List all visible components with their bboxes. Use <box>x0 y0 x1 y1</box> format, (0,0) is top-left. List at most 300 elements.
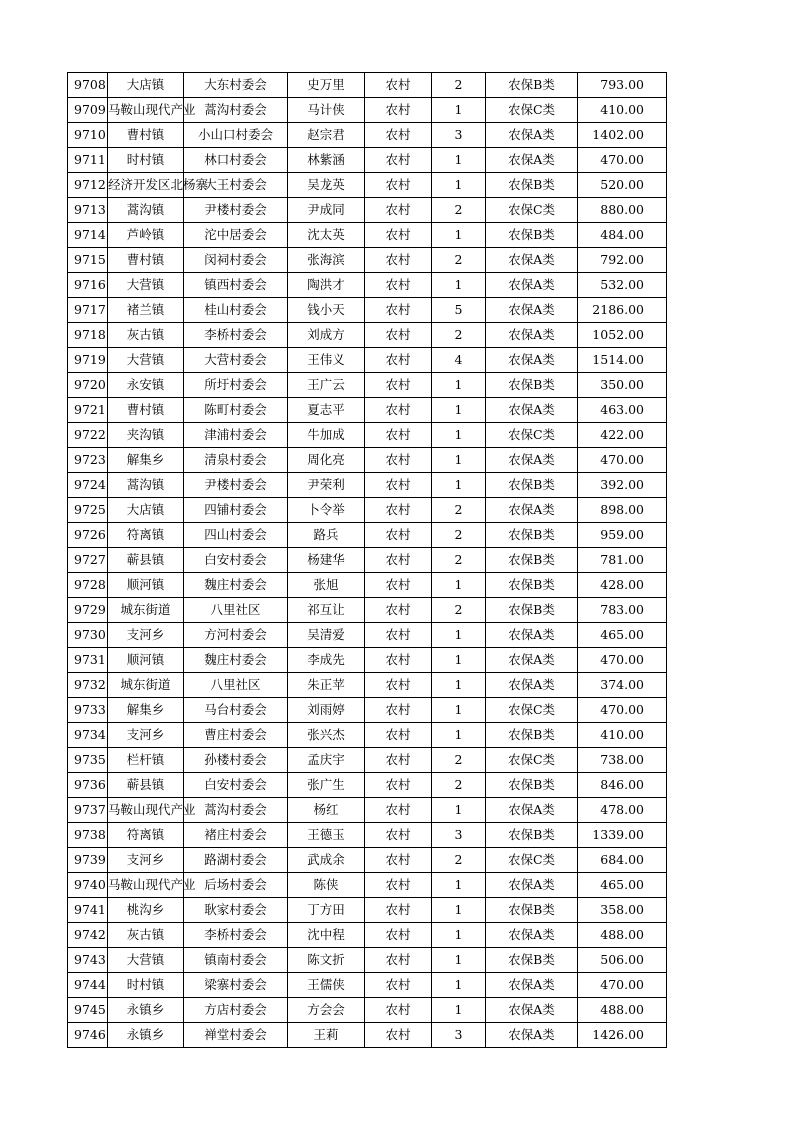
village-committee-cell: 魏庄村委会 <box>184 573 288 598</box>
row-number-cell: 9732 <box>68 673 108 698</box>
insurance-category-cell: 农保C类 <box>486 98 578 123</box>
person-name-cell: 方会会 <box>288 998 365 1023</box>
township-cell: 曹村镇 <box>108 248 184 273</box>
table-row <box>68 173 667 198</box>
insurance-category-cell: 农保B类 <box>486 373 578 398</box>
amount-cell: 532.00 <box>578 273 667 298</box>
amount-cell: 488.00 <box>578 923 667 948</box>
table-row <box>68 198 667 223</box>
insurance-category-cell: 农保B类 <box>486 573 578 598</box>
household-count-cell: 3 <box>432 823 486 848</box>
household-count-cell: 5 <box>432 298 486 323</box>
area-type-cell: 农村 <box>365 673 432 698</box>
area-type-cell: 农村 <box>365 398 432 423</box>
insurance-category-cell: 农保C类 <box>486 698 578 723</box>
insurance-category-cell: 农保B类 <box>486 823 578 848</box>
row-number-cell: 9714 <box>68 223 108 248</box>
household-count-cell: 1 <box>432 923 486 948</box>
household-count-cell: 1 <box>432 473 486 498</box>
table-row <box>68 898 667 923</box>
row-number-cell: 9721 <box>68 398 108 423</box>
row-number-cell: 9717 <box>68 298 108 323</box>
amount-cell: 465.00 <box>578 623 667 648</box>
area-type-cell: 农村 <box>365 323 432 348</box>
person-name-cell: 吴清爱 <box>288 623 365 648</box>
area-type-cell: 农村 <box>365 1023 432 1048</box>
row-number-cell: 9738 <box>68 823 108 848</box>
row-number-cell: 9708 <box>68 73 108 98</box>
amount-cell: 465.00 <box>578 873 667 898</box>
amount-cell: 684.00 <box>578 848 667 873</box>
village-committee-cell: 大王村委会 <box>184 173 288 198</box>
township-cell: 大营镇 <box>108 273 184 298</box>
township-cell: 解集乡 <box>108 698 184 723</box>
table-row <box>68 823 667 848</box>
person-name-cell: 吴龙英 <box>288 173 365 198</box>
township-cell: 永镇乡 <box>108 998 184 1023</box>
household-count-cell: 1 <box>432 698 486 723</box>
township-cell: 支河乡 <box>108 623 184 648</box>
table-row <box>68 223 667 248</box>
village-committee-cell: 沱中居委会 <box>184 223 288 248</box>
village-committee-cell: 孙楼村委会 <box>184 748 288 773</box>
household-count-cell: 1 <box>432 998 486 1023</box>
insurance-category-cell: 农保A类 <box>486 123 578 148</box>
village-committee-cell: 白安村委会 <box>184 773 288 798</box>
area-type-cell: 农村 <box>365 573 432 598</box>
household-count-cell: 4 <box>432 348 486 373</box>
insurance-category-cell: 农保A类 <box>486 248 578 273</box>
insurance-category-cell: 农保A类 <box>486 648 578 673</box>
table-row <box>68 348 667 373</box>
insurance-category-cell: 农保B类 <box>486 548 578 573</box>
insurance-category-cell: 农保A类 <box>486 323 578 348</box>
insurance-category-cell: 农保A类 <box>486 1023 578 1048</box>
household-count-cell: 1 <box>432 373 486 398</box>
area-type-cell: 农村 <box>365 423 432 448</box>
row-number-cell: 9728 <box>68 573 108 598</box>
person-name-cell: 周化亮 <box>288 448 365 473</box>
township-cell: 蕲县镇 <box>108 773 184 798</box>
person-name-cell: 钱小天 <box>288 298 365 323</box>
household-count-cell: 1 <box>432 398 486 423</box>
township-cell: 夹沟镇 <box>108 423 184 448</box>
insurance-category-cell: 农保A类 <box>486 798 578 823</box>
amount-cell: 350.00 <box>578 373 667 398</box>
person-name-cell: 牛加成 <box>288 423 365 448</box>
amount-cell: 410.00 <box>578 98 667 123</box>
area-type-cell: 农村 <box>365 298 432 323</box>
person-name-cell: 史万里 <box>288 73 365 98</box>
amount-cell: 959.00 <box>578 523 667 548</box>
area-type-cell: 农村 <box>365 998 432 1023</box>
household-count-cell: 2 <box>432 198 486 223</box>
table-row <box>68 773 667 798</box>
row-number-cell: 9741 <box>68 898 108 923</box>
household-count-cell: 2 <box>432 548 486 573</box>
household-count-cell: 1 <box>432 623 486 648</box>
table-row <box>68 748 667 773</box>
township-cell: 顺河镇 <box>108 573 184 598</box>
village-committee-cell: 桂山村委会 <box>184 298 288 323</box>
village-committee-cell: 蒿沟村委会 <box>184 98 288 123</box>
village-committee-cell: 方店村委会 <box>184 998 288 1023</box>
household-count-cell: 1 <box>432 98 486 123</box>
table-row <box>68 623 667 648</box>
row-number-cell: 9734 <box>68 723 108 748</box>
household-count-cell: 2 <box>432 848 486 873</box>
row-number-cell: 9730 <box>68 623 108 648</box>
household-count-cell: 3 <box>432 1023 486 1048</box>
person-name-cell: 王伟义 <box>288 348 365 373</box>
table-row <box>68 248 667 273</box>
household-count-cell: 2 <box>432 748 486 773</box>
area-type-cell: 农村 <box>365 773 432 798</box>
household-count-cell: 2 <box>432 598 486 623</box>
village-committee-cell: 尹楼村委会 <box>184 473 288 498</box>
area-type-cell: 农村 <box>365 73 432 98</box>
area-type-cell: 农村 <box>365 798 432 823</box>
insurance-category-cell: 农保B类 <box>486 898 578 923</box>
row-number-cell: 9737 <box>68 798 108 823</box>
village-committee-cell: 四山村委会 <box>184 523 288 548</box>
township-cell: 桃沟乡 <box>108 898 184 923</box>
person-name-cell: 陶洪才 <box>288 273 365 298</box>
village-committee-cell: 四铺村委会 <box>184 498 288 523</box>
row-number-cell: 9736 <box>68 773 108 798</box>
person-name-cell: 沈中程 <box>288 923 365 948</box>
area-type-cell: 农村 <box>365 148 432 173</box>
household-count-cell: 2 <box>432 248 486 273</box>
person-name-cell: 路兵 <box>288 523 365 548</box>
amount-cell: 488.00 <box>578 998 667 1023</box>
township-cell: 符离镇 <box>108 523 184 548</box>
area-type-cell: 农村 <box>365 223 432 248</box>
person-name-cell: 王莉 <box>288 1023 365 1048</box>
amount-cell: 793.00 <box>578 73 667 98</box>
village-committee-cell: 八里社区 <box>184 673 288 698</box>
household-count-cell: 1 <box>432 148 486 173</box>
row-number-cell: 9744 <box>68 973 108 998</box>
amount-cell: 484.00 <box>578 223 667 248</box>
township-cell: 灰古镇 <box>108 923 184 948</box>
insurance-category-cell: 农保B类 <box>486 523 578 548</box>
table-row <box>68 673 667 698</box>
insurance-category-cell: 农保C类 <box>486 748 578 773</box>
person-name-cell: 李成先 <box>288 648 365 673</box>
area-type-cell: 农村 <box>365 448 432 473</box>
amount-cell: 738.00 <box>578 748 667 773</box>
table-row <box>68 423 667 448</box>
household-count-cell: 1 <box>432 673 486 698</box>
insurance-category-cell: 农保A类 <box>486 873 578 898</box>
area-type-cell: 农村 <box>365 873 432 898</box>
table-row <box>68 648 667 673</box>
table-row <box>68 973 667 998</box>
household-count-cell: 1 <box>432 648 486 673</box>
area-type-cell: 农村 <box>365 523 432 548</box>
village-committee-cell: 林口村委会 <box>184 148 288 173</box>
township-cell: 经济开发区北杨寨 <box>108 173 184 198</box>
household-count-cell: 1 <box>432 723 486 748</box>
person-name-cell: 陈侠 <box>288 873 365 898</box>
household-count-cell: 2 <box>432 73 486 98</box>
area-type-cell: 农村 <box>365 273 432 298</box>
amount-cell: 506.00 <box>578 948 667 973</box>
amount-cell: 1052.00 <box>578 323 667 348</box>
area-type-cell: 农村 <box>365 598 432 623</box>
person-name-cell: 孟庆宇 <box>288 748 365 773</box>
household-count-cell: 2 <box>432 523 486 548</box>
area-type-cell: 农村 <box>365 348 432 373</box>
amount-cell: 470.00 <box>578 448 667 473</box>
amount-cell: 783.00 <box>578 598 667 623</box>
township-cell: 马鞍山现代产业 <box>108 98 184 123</box>
area-type-cell: 农村 <box>365 473 432 498</box>
area-type-cell: 农村 <box>365 623 432 648</box>
insurance-category-cell: 农保A类 <box>486 923 578 948</box>
township-cell: 曹村镇 <box>108 398 184 423</box>
insurance-category-cell: 农保A类 <box>486 498 578 523</box>
row-number-cell: 9726 <box>68 523 108 548</box>
amount-cell: 422.00 <box>578 423 667 448</box>
amount-cell: 374.00 <box>578 673 667 698</box>
village-committee-cell: 所圩村委会 <box>184 373 288 398</box>
row-number-cell: 9727 <box>68 548 108 573</box>
township-cell: 支河乡 <box>108 848 184 873</box>
village-committee-cell: 小山口村委会 <box>184 123 288 148</box>
area-type-cell: 农村 <box>365 98 432 123</box>
insurance-category-cell: 农保C类 <box>486 848 578 873</box>
row-number-cell: 9710 <box>68 123 108 148</box>
village-committee-cell: 镇南村委会 <box>184 948 288 973</box>
township-cell: 大店镇 <box>108 498 184 523</box>
household-count-cell: 1 <box>432 448 486 473</box>
person-name-cell: 卜令举 <box>288 498 365 523</box>
person-name-cell: 王广云 <box>288 373 365 398</box>
insurance-category-cell: 农保C类 <box>486 198 578 223</box>
row-number-cell: 9718 <box>68 323 108 348</box>
township-cell: 时村镇 <box>108 148 184 173</box>
row-number-cell: 9722 <box>68 423 108 448</box>
row-number-cell: 9731 <box>68 648 108 673</box>
village-committee-cell: 李桥村委会 <box>184 323 288 348</box>
amount-cell: 470.00 <box>578 698 667 723</box>
household-count-cell: 2 <box>432 773 486 798</box>
area-type-cell: 农村 <box>365 823 432 848</box>
area-type-cell: 农村 <box>365 748 432 773</box>
township-cell: 永安镇 <box>108 373 184 398</box>
table-row <box>68 548 667 573</box>
township-cell: 蒿沟镇 <box>108 473 184 498</box>
table-row <box>68 923 667 948</box>
village-committee-cell: 陈町村委会 <box>184 398 288 423</box>
village-committee-cell: 尹楼村委会 <box>184 198 288 223</box>
village-committee-cell: 大营村委会 <box>184 348 288 373</box>
amount-cell: 1402.00 <box>578 123 667 148</box>
row-number-cell: 9724 <box>68 473 108 498</box>
household-count-cell: 3 <box>432 123 486 148</box>
area-type-cell: 农村 <box>365 698 432 723</box>
row-number-cell: 9720 <box>68 373 108 398</box>
row-number-cell: 9735 <box>68 748 108 773</box>
insurance-category-cell: 农保B类 <box>486 473 578 498</box>
person-name-cell: 沈太英 <box>288 223 365 248</box>
amount-cell: 470.00 <box>578 148 667 173</box>
amount-cell: 781.00 <box>578 548 667 573</box>
person-name-cell: 张广生 <box>288 773 365 798</box>
township-cell: 芦岭镇 <box>108 223 184 248</box>
township-cell: 栏杆镇 <box>108 748 184 773</box>
row-number-cell: 9739 <box>68 848 108 873</box>
village-committee-cell: 禅堂村委会 <box>184 1023 288 1048</box>
amount-cell: 392.00 <box>578 473 667 498</box>
area-type-cell: 农村 <box>365 948 432 973</box>
township-cell: 符离镇 <box>108 823 184 848</box>
row-number-cell: 9712 <box>68 173 108 198</box>
township-cell: 蕲县镇 <box>108 548 184 573</box>
township-cell: 大营镇 <box>108 948 184 973</box>
township-cell: 城东街道 <box>108 598 184 623</box>
person-name-cell: 赵宗君 <box>288 123 365 148</box>
household-count-cell: 1 <box>432 223 486 248</box>
person-name-cell: 尹荣利 <box>288 473 365 498</box>
person-name-cell: 武成余 <box>288 848 365 873</box>
person-name-cell: 丁方田 <box>288 898 365 923</box>
township-cell: 蒿沟镇 <box>108 198 184 223</box>
village-committee-cell: 曹庄村委会 <box>184 723 288 748</box>
person-name-cell: 王德玉 <box>288 823 365 848</box>
township-cell: 灰古镇 <box>108 323 184 348</box>
table-row <box>68 98 667 123</box>
table-row <box>68 948 667 973</box>
insurance-category-cell: 农保C类 <box>486 423 578 448</box>
table-row <box>68 698 667 723</box>
table-row <box>68 473 667 498</box>
household-count-cell: 2 <box>432 498 486 523</box>
area-type-cell: 农村 <box>365 923 432 948</box>
row-number-cell: 9711 <box>68 148 108 173</box>
row-number-cell: 9745 <box>68 998 108 1023</box>
amount-cell: 1514.00 <box>578 348 667 373</box>
insurance-category-cell: 农保A类 <box>486 673 578 698</box>
row-number-cell: 9743 <box>68 948 108 973</box>
village-committee-cell: 大东村委会 <box>184 73 288 98</box>
amount-cell: 470.00 <box>578 648 667 673</box>
table-row <box>68 298 667 323</box>
insurance-category-cell: 农保A类 <box>486 973 578 998</box>
person-name-cell: 尹成同 <box>288 198 365 223</box>
row-number-cell: 9733 <box>68 698 108 723</box>
row-number-cell: 9742 <box>68 923 108 948</box>
area-type-cell: 农村 <box>365 248 432 273</box>
person-name-cell: 刘成方 <box>288 323 365 348</box>
township-cell: 大店镇 <box>108 73 184 98</box>
row-number-cell: 9746 <box>68 1023 108 1048</box>
insurance-category-cell: 农保B类 <box>486 598 578 623</box>
township-cell: 城东街道 <box>108 673 184 698</box>
insurance-category-cell: 农保A类 <box>486 623 578 648</box>
person-name-cell: 王儒侠 <box>288 973 365 998</box>
amount-cell: 428.00 <box>578 573 667 598</box>
township-cell: 支河乡 <box>108 723 184 748</box>
village-committee-cell: 马台村委会 <box>184 698 288 723</box>
table-row <box>68 148 667 173</box>
table-row <box>68 273 667 298</box>
table-row <box>68 598 667 623</box>
village-committee-cell: 蒿沟村委会 <box>184 798 288 823</box>
amount-cell: 846.00 <box>578 773 667 798</box>
village-committee-cell: 魏庄村委会 <box>184 648 288 673</box>
township-cell: 大营镇 <box>108 348 184 373</box>
village-committee-cell: 镇西村委会 <box>184 273 288 298</box>
table-row <box>68 523 667 548</box>
village-committee-cell: 耿家村委会 <box>184 898 288 923</box>
township-cell: 褚兰镇 <box>108 298 184 323</box>
insurance-category-cell: 农保B类 <box>486 948 578 973</box>
township-cell: 解集乡 <box>108 448 184 473</box>
insurance-category-cell: 农保B类 <box>486 773 578 798</box>
table-row <box>68 498 667 523</box>
insurance-category-cell: 农保A类 <box>486 273 578 298</box>
table-row <box>68 398 667 423</box>
village-committee-cell: 八里社区 <box>184 598 288 623</box>
person-name-cell: 刘雨婷 <box>288 698 365 723</box>
table-row <box>68 448 667 473</box>
table-row <box>68 723 667 748</box>
person-name-cell: 杨建华 <box>288 548 365 573</box>
insurance-category-cell: 农保A类 <box>486 148 578 173</box>
amount-cell: 1426.00 <box>578 1023 667 1048</box>
area-type-cell: 农村 <box>365 373 432 398</box>
area-type-cell: 农村 <box>365 848 432 873</box>
data-table <box>67 72 667 1048</box>
table-row <box>68 373 667 398</box>
insurance-category-cell: 农保A类 <box>486 298 578 323</box>
village-committee-cell: 路湖村委会 <box>184 848 288 873</box>
amount-cell: 2186.00 <box>578 298 667 323</box>
township-cell: 永镇乡 <box>108 1023 184 1048</box>
insurance-category-cell: 农保B类 <box>486 73 578 98</box>
insurance-category-cell: 农保A类 <box>486 398 578 423</box>
row-number-cell: 9713 <box>68 198 108 223</box>
area-type-cell: 农村 <box>365 723 432 748</box>
amount-cell: 478.00 <box>578 798 667 823</box>
insurance-category-cell: 农保B类 <box>486 723 578 748</box>
person-name-cell: 陈文折 <box>288 948 365 973</box>
person-name-cell: 马计侠 <box>288 98 365 123</box>
area-type-cell: 农村 <box>365 973 432 998</box>
amount-cell: 898.00 <box>578 498 667 523</box>
person-name-cell: 杨红 <box>288 798 365 823</box>
village-committee-cell: 方河村委会 <box>184 623 288 648</box>
row-number-cell: 9729 <box>68 598 108 623</box>
person-name-cell: 夏志平 <box>288 398 365 423</box>
village-committee-cell: 梁寨村委会 <box>184 973 288 998</box>
village-committee-cell: 津浦村委会 <box>184 423 288 448</box>
table-row <box>68 573 667 598</box>
household-count-cell: 1 <box>432 798 486 823</box>
person-name-cell: 张兴杰 <box>288 723 365 748</box>
row-number-cell: 9709 <box>68 98 108 123</box>
row-number-cell: 9740 <box>68 873 108 898</box>
amount-cell: 358.00 <box>578 898 667 923</box>
amount-cell: 1339.00 <box>578 823 667 848</box>
insurance-category-cell: 农保A类 <box>486 998 578 1023</box>
household-count-cell: 1 <box>432 973 486 998</box>
amount-cell: 520.00 <box>578 173 667 198</box>
area-type-cell: 农村 <box>365 123 432 148</box>
